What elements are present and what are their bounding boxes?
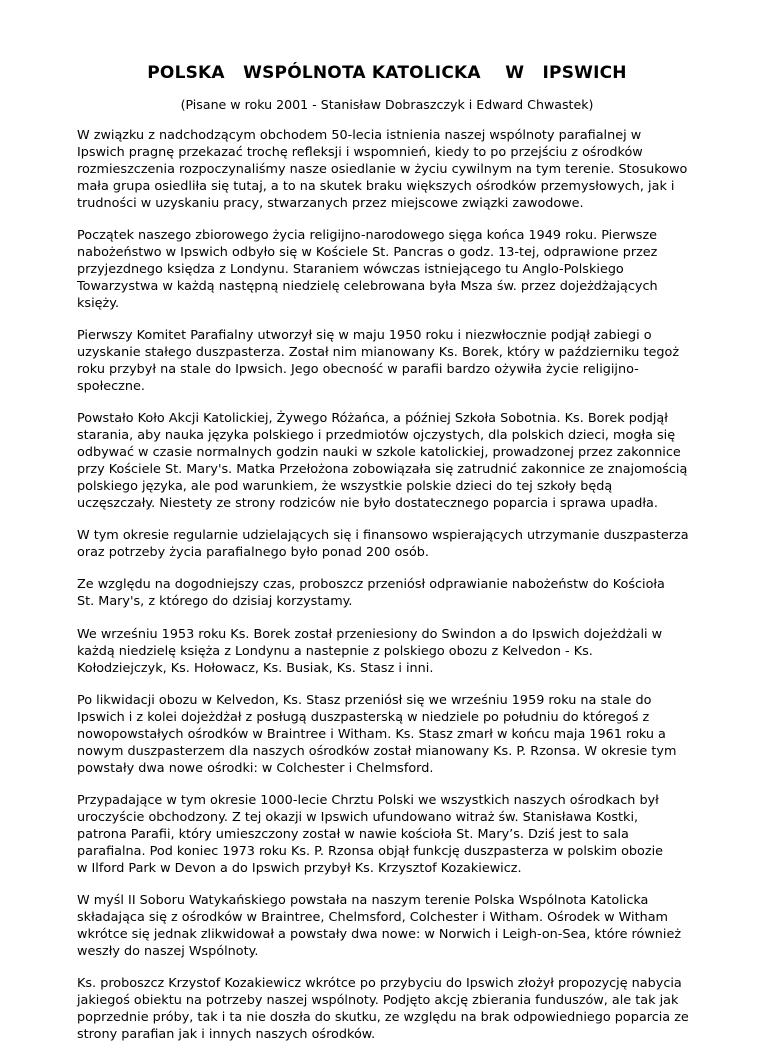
document-subtitle: (Pisane w roku 2001 - Stanisław Dobraszczyk i Edward Chwastek) <box>180 97 594 112</box>
paragraph-line: parafialna. Pod koniec 1973 roku Ks. P. Rzonsa objął funkcję duszpasterza w polskim obozie <box>77 843 664 859</box>
paragraph-9 <box>77 793 697 878</box>
paragraph-2 <box>77 228 697 313</box>
paragraph-line: Towarzystwa w każdą następną niedzielę celebrowana była Msza św. przez dojeżdżających <box>77 278 658 294</box>
paragraph-line: Ks. proboszcz Krzystof Kozakiewicz wkrótce po przybyciu do Ipswich złożył propozycję nabycia <box>77 976 682 992</box>
paragraph-line: uczęszczały. Niestety ze strony rodziców nie było dostatecznego poparcia i sprawa upadła. <box>77 495 658 511</box>
paragraph-line: Ipswich pragnę przekazać trochę refleksji i wspomnień, kiedy to po przejściu z ośrodków <box>77 144 643 160</box>
paragraph-line: powstały dwa nowe ośrodki: w Colchester i Chelmsford. <box>77 760 434 776</box>
paragraph-line: Po likwidacji obozu w Kelvedon, Ks. Stasz przeniósł się we wrześniu 1959 roku na stale do <box>77 692 652 708</box>
paragraph-line: strony parafian jak i innych naszych ośrodków. <box>77 1026 376 1042</box>
paragraph-line: Początek naszego zbiorowego życia religijno-narodowego sięga końca 1949 roku. Pierwsze <box>77 228 658 244</box>
paragraph-line: patrona Parafii, który umieszczony został w nawie kościoła St. Mary’s. Dziś jest to sala <box>77 826 629 842</box>
paragraph-line: W związku z nadchodzącym obchodem 50-lecia istnienia naszej wspólnoty parafialnej w <box>77 128 642 143</box>
paragraph-1 <box>77 128 697 213</box>
paragraph-line: jakiegoś obiektu na potrzeby naszej wspólnoty. Podjęto akcję zbierania funduszów, ale tak jak <box>77 993 679 1009</box>
paragraph-line: weszły do naszej Wspólnoty. <box>77 943 259 959</box>
paragraph-line: starania, aby nauka języka polskiego i przedmiotów ojczystych, dla polskich dzieci, mogła się <box>77 428 676 444</box>
paragraph-line: oraz potrzeby życia parafialnego było ponad 200 osób. <box>77 545 429 561</box>
paragraph-line: rozmieszczenia rozpoczynaliśmy nasze osiedlanie w życiu cywilnym na tym terenie. Stosukowo <box>77 161 688 177</box>
paragraph-6 <box>77 577 697 611</box>
paragraph-line: uroczyście obchodzony. Z tej okazji w Ipswich ufundowano witraż św. Stanisława Kostki, <box>77 809 639 825</box>
paragraph-5 <box>77 528 697 562</box>
paragraph-line: W tym okresie regularnie udzielających się i finansowo wspierających utrzymanie duszpasterza <box>77 528 689 544</box>
paragraph-line: przyjezdnego księdza z Londynu. Staraniem wówczas istniejącego tu Anglo-Polskiego <box>77 261 624 277</box>
paragraph-line: Pierwszy Komitet Parafialny utworzył się w maju 1950 roku i niezwłocznie podjął zabiegi o <box>77 328 652 344</box>
paragraph-line: odbywać w czasie normalnych godzin nauki w szkole katolickiej, prowadzonej przez zakonnice <box>77 445 681 460</box>
document-page <box>77 62 697 1059</box>
paragraph-line: polskiego języka, ale pod warunkiem, że wszystkie polskie dzieci do tej szkoły będą <box>77 478 613 494</box>
paragraph-line: roku przybył na stale do Ipwsich. Jego obecność w parafii bardzo ożywiła życie religijno- <box>77 361 639 377</box>
paragraph-3 <box>77 328 697 396</box>
paragraph-11 <box>77 976 697 1044</box>
paragraph-line: W myśl II Soboru Watykańskiego powstała na naszym terenie Polska Wspólnota Katolicka <box>77 893 649 909</box>
paragraph-line: składająca się z ośrodków w Braintree, Chelmsford, Colchester i Witham. Ośrodek w Witham <box>77 909 669 925</box>
paragraph-line: Powstało Koło Akcji Katolickiej, Żywego Różańca, a później Szkoła Sobotnia. Ks. Borek podjął <box>77 411 668 427</box>
paragraph-line: nabożeństwo w Ipswich odbyło się w Kościele St. Pancras o godz. 13-tej, odprawione przez <box>77 244 658 260</box>
paragraph-line: każdą niedzielę księża z Londynu a nastepnie z polskiego obozu z Kelvedon - Ks. <box>77 643 593 659</box>
paragraph-line: mała grupa osiedliła się tutaj, a to na skutek braku większych ośrodków przemysłowych, jak i <box>77 178 675 194</box>
paragraph-line: We wrześniu 1953 roku Ks. Borek został przeniesiony do Swindon a do Ipswich dojeżdżali w <box>77 626 663 642</box>
paragraph-line: St. Mary's, z którego do dzisiaj korzystamy. <box>77 594 353 610</box>
paragraph-4 <box>77 411 697 512</box>
paragraph-line: poprzednie próby, tak i ta nie doszła do skutku, ze względu na brak odpowiedniego poparcia ze <box>77 1009 689 1025</box>
paragraph-7 <box>77 627 697 678</box>
paragraph-line: przy Kościele St. Mary's. Matka Przełożona zobowiązała się zatrudnić zakonnice ze znajomością <box>77 461 688 477</box>
paragraph-8 <box>77 693 697 778</box>
paragraph-line: w Ilford Park w Devon a do Ipswich przybył Ks. Krzysztof Kozakiewicz. <box>77 860 522 876</box>
paragraph-line: społeczne. <box>77 378 145 394</box>
paragraph-line: uzyskanie stałego duszpasterza. Został nim mianowany Ks. Borek, który w październiku tegoż <box>77 344 680 360</box>
document-title: POLSKA WSPÓLNOTA KATOLICKA W IPSWICH <box>147 63 627 83</box>
paragraph-line: Przypadające w tym okresie 1000-lecie Chrztu Polski we wszystkich naszych ośrodkach był <box>77 793 659 808</box>
paragraph-10 <box>77 893 697 961</box>
paragraph-line: Ipswich i z kolei dojeżdżał z posługą duszpasterską w niedziele po południu do któregoś z <box>77 709 650 725</box>
paragraph-line: Kołodziejczyk, Ks. Hołowacz, Ks. Busiak, Ks. Stasz i inni. <box>77 660 434 676</box>
paragraph-line: trudności w uzyskaniu pracy, stwarzanych przez miejscowe związki zawodowe. <box>77 195 584 211</box>
paragraph-line: Ze względu na dogodniejszy czas, proboszcz przeniósł odprawianie nabożeństw do Kościoła <box>77 577 665 593</box>
paragraph-line: nowopowstałych ośrodków w Braintree i Witham. Ks. Stasz zmarł w końcu maja 1961 roku a <box>77 726 666 742</box>
paragraph-line: nowym duszpasterzem dla naszych ośrodków został mianowany Ks. P. Rzonsa. W okresie tym <box>77 743 677 759</box>
paragraph-line: księży. <box>77 295 120 311</box>
document-body <box>77 128 697 1044</box>
paragraph-line: wkrótce się jednak zlikwidował a powstały dwa nowe: w Norwich i Leigh-on-Sea, które również <box>77 926 682 942</box>
